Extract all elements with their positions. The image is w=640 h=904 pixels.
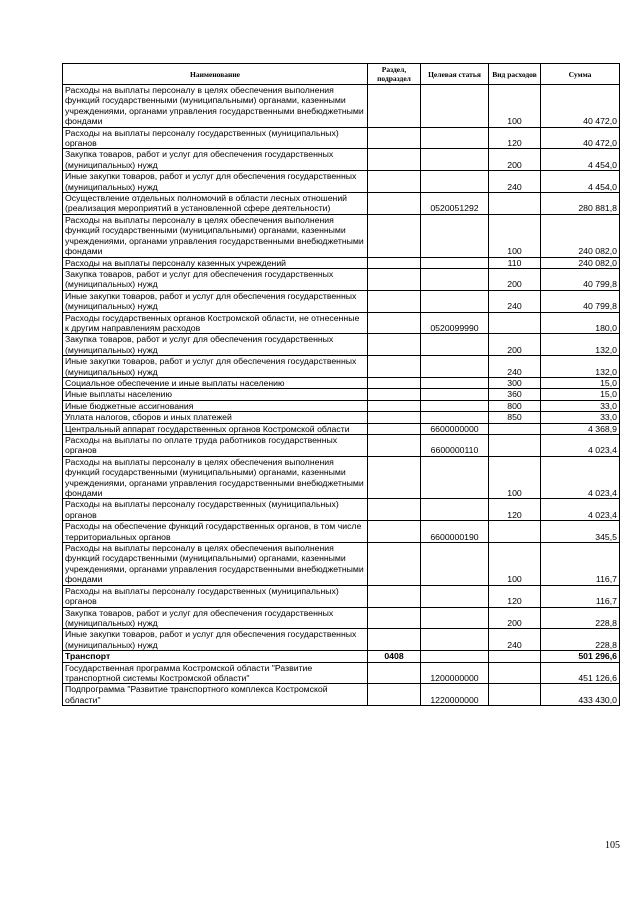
row-section-cell	[368, 400, 421, 411]
row-kind-cell: 240	[489, 629, 541, 651]
header-section: Раздел, подраздел	[368, 64, 421, 85]
row-sum-cell: 345,5	[541, 521, 620, 543]
row-kind-cell: 800	[489, 400, 541, 411]
header-name: Наименование	[63, 64, 368, 85]
table-row	[63, 651, 620, 662]
row-sum-cell: 240 082,0	[541, 214, 620, 257]
row-target-cell	[421, 607, 489, 629]
row-section-cell	[368, 521, 421, 543]
row-kind-cell	[489, 435, 541, 457]
row-section-cell	[368, 171, 421, 193]
row-name-cell: Иные бюджетные ассигнования	[63, 400, 368, 411]
row-target-cell	[421, 268, 489, 290]
row-name-cell: Расходы на выплаты персоналу казенных учреждений	[63, 257, 368, 268]
row-sum-cell: 132,0	[541, 334, 620, 356]
row-section-cell	[368, 356, 421, 378]
row-kind-cell: 120	[489, 499, 541, 521]
table-row	[63, 85, 620, 128]
table-row	[63, 662, 620, 684]
row-section-cell	[368, 543, 421, 586]
table-row	[63, 171, 620, 193]
row-section-cell	[368, 435, 421, 457]
row-name-cell: Закупка товаров, работ и услуг для обеспечения государственных (муниципальных) нужд	[63, 268, 368, 290]
row-kind-cell: 240	[489, 171, 541, 193]
row-name-cell: Центральный аппарат государственных органов Костромской области	[63, 423, 368, 434]
row-kind-cell	[489, 651, 541, 662]
table-row	[63, 389, 620, 400]
row-sum-cell: 15,0	[541, 389, 620, 400]
row-kind-cell: 360	[489, 389, 541, 400]
row-name-cell: Транспорт	[63, 651, 368, 662]
row-target-cell	[421, 585, 489, 607]
row-kind-cell	[489, 423, 541, 434]
table-row	[63, 412, 620, 423]
row-target-cell	[421, 127, 489, 149]
table-row	[63, 435, 620, 457]
row-target-cell	[421, 456, 489, 499]
row-name-cell: Закупка товаров, работ и услуг для обеспечения государственных (муниципальных) нужд	[63, 149, 368, 171]
row-kind-cell: 120	[489, 585, 541, 607]
row-kind-cell: 110	[489, 257, 541, 268]
row-target-cell	[421, 171, 489, 193]
row-sum-cell: 280 881,8	[541, 193, 620, 215]
row-sum-cell: 132,0	[541, 356, 620, 378]
row-kind-cell: 200	[489, 149, 541, 171]
row-target-cell: 1220000000	[421, 684, 489, 706]
row-kind-cell	[489, 684, 541, 706]
row-name-cell: Подпрограмма "Развитие транспортного комплекса Костромской области"	[63, 684, 368, 706]
row-target-cell: 0520051292	[421, 193, 489, 215]
table-body	[63, 85, 620, 706]
row-name-cell: Расходы на выплаты персоналу государственных (муниципальных) органов	[63, 499, 368, 521]
table-row	[63, 499, 620, 521]
row-name-cell: Расходы на выплаты персоналу в целях обеспечения выполнения функций государственными (муниципальными) органами, казенными учреждениями, органами управления государственными внебюджетными фондами	[63, 214, 368, 257]
row-kind-cell: 200	[489, 334, 541, 356]
table-row	[63, 423, 620, 434]
table-row	[63, 127, 620, 149]
row-sum-cell: 40 472,0	[541, 85, 620, 128]
row-kind-cell: 100	[489, 85, 541, 128]
row-section-cell	[368, 499, 421, 521]
row-name-cell: Расходы на выплаты персоналу государственных (муниципальных) органов	[63, 585, 368, 607]
table-row	[63, 214, 620, 257]
row-target-cell	[421, 257, 489, 268]
row-kind-cell: 200	[489, 268, 541, 290]
row-name-cell: Иные закупки товаров, работ и услуг для обеспечения государственных (муниципальных) нужд	[63, 356, 368, 378]
row-kind-cell	[489, 662, 541, 684]
row-name-cell: Осуществление отдельных полномочий в области лесных отношений (реализация мероприятий в установленной сфере деятельности)	[63, 193, 368, 215]
row-name-cell: Расходы на выплаты персоналу государственных (муниципальных) органов	[63, 127, 368, 149]
row-sum-cell: 240 082,0	[541, 257, 620, 268]
table-row	[63, 585, 620, 607]
row-section-cell	[368, 334, 421, 356]
row-sum-cell: 40 472,0	[541, 127, 620, 149]
row-target-cell: 6600000110	[421, 435, 489, 457]
row-section-cell	[368, 85, 421, 128]
row-section-cell	[368, 149, 421, 171]
row-name-cell: Иные выплаты населению	[63, 389, 368, 400]
table-row	[63, 356, 620, 378]
row-sum-cell: 116,7	[541, 585, 620, 607]
row-section-cell	[368, 193, 421, 215]
table-row	[63, 456, 620, 499]
row-target-cell	[421, 377, 489, 388]
row-target-cell	[421, 389, 489, 400]
row-section-cell	[368, 684, 421, 706]
row-name-cell: Расходы государственных органов Костромской области, не отнесенные к другим направлениям расходов	[63, 312, 368, 334]
row-sum-cell: 4 023,4	[541, 499, 620, 521]
row-section-cell	[368, 312, 421, 334]
row-name-cell: Иные закупки товаров, работ и услуг для обеспечения государственных (муниципальных) нужд	[63, 629, 368, 651]
row-sum-cell: 228,8	[541, 629, 620, 651]
table-header-row	[63, 64, 620, 85]
row-name-cell: Расходы на обеспечение функций государственных органов, в том числе территориальных органов	[63, 521, 368, 543]
row-target-cell	[421, 543, 489, 586]
row-section-cell	[368, 257, 421, 268]
row-sum-cell: 15,0	[541, 377, 620, 388]
row-target-cell	[421, 290, 489, 312]
row-kind-cell: 120	[489, 127, 541, 149]
row-sum-cell: 33,0	[541, 400, 620, 411]
row-sum-cell: 40 799,8	[541, 290, 620, 312]
row-target-cell	[421, 629, 489, 651]
row-name-cell: Иные закупки товаров, работ и услуг для обеспечения государственных (муниципальных) нужд	[63, 171, 368, 193]
row-target-cell: 1200000000	[421, 662, 489, 684]
row-target-cell	[421, 651, 489, 662]
row-target-cell	[421, 400, 489, 411]
budget-table	[62, 63, 620, 706]
row-sum-cell: 501 296,6	[541, 651, 620, 662]
row-kind-cell	[489, 312, 541, 334]
row-name-cell: Закупка товаров, работ и услуг для обеспечения государственных (муниципальных) нужд	[63, 607, 368, 629]
table-row	[63, 400, 620, 411]
table-row	[63, 684, 620, 706]
row-section-cell	[368, 412, 421, 423]
table-row	[63, 290, 620, 312]
row-section-cell	[368, 268, 421, 290]
row-kind-cell: 240	[489, 290, 541, 312]
row-kind-cell	[489, 193, 541, 215]
table-row	[63, 149, 620, 171]
table-row	[63, 257, 620, 268]
row-section-cell	[368, 127, 421, 149]
row-section-cell	[368, 389, 421, 400]
row-kind-cell: 100	[489, 456, 541, 499]
table-row	[63, 377, 620, 388]
row-section-cell	[368, 607, 421, 629]
row-name-cell: Социальное обеспечение и иные выплаты населению	[63, 377, 368, 388]
header-kind: Вид расходов	[489, 64, 541, 85]
row-kind-cell: 240	[489, 356, 541, 378]
row-sum-cell: 180,0	[541, 312, 620, 334]
row-section-cell	[368, 662, 421, 684]
row-name-cell: Уплата налогов, сборов и иных платежей	[63, 412, 368, 423]
row-section-cell	[368, 423, 421, 434]
row-sum-cell: 4 368,9	[541, 423, 620, 434]
row-kind-cell: 300	[489, 377, 541, 388]
table-row	[63, 629, 620, 651]
table-row	[63, 543, 620, 586]
page-number: 105	[605, 840, 620, 851]
table-row	[63, 521, 620, 543]
row-name-cell: Расходы на выплаты персоналу в целях обеспечения выполнения функций государственными (муниципальными) органами, казенными учреждениями, органами управления государственными внебюджетными фондами	[63, 456, 368, 499]
row-kind-cell: 200	[489, 607, 541, 629]
row-sum-cell: 4 023,4	[541, 435, 620, 457]
table-row	[63, 193, 620, 215]
row-kind-cell	[489, 521, 541, 543]
row-section-cell	[368, 214, 421, 257]
row-section-cell	[368, 629, 421, 651]
row-target-cell	[421, 356, 489, 378]
row-target-cell: 0520099990	[421, 312, 489, 334]
row-target-cell	[421, 499, 489, 521]
row-sum-cell: 116,7	[541, 543, 620, 586]
row-section-cell	[368, 585, 421, 607]
row-sum-cell: 433 430,0	[541, 684, 620, 706]
table-row	[63, 312, 620, 334]
row-target-cell	[421, 149, 489, 171]
row-kind-cell: 100	[489, 214, 541, 257]
row-section-cell	[368, 456, 421, 499]
row-name-cell: Расходы на выплаты персоналу в целях обеспечения выполнения функций государственными (муниципальными) органами, казенными учреждениями, органами управления государственными внебюджетными фондами	[63, 543, 368, 586]
row-sum-cell: 451 126,6	[541, 662, 620, 684]
table-row	[63, 607, 620, 629]
row-target-cell	[421, 85, 489, 128]
row-target-cell	[421, 214, 489, 257]
header-target: Целевая статья	[421, 64, 489, 85]
row-sum-cell: 33,0	[541, 412, 620, 423]
row-sum-cell: 4 023,4	[541, 456, 620, 499]
row-name-cell: Иные закупки товаров, работ и услуг для обеспечения государственных (муниципальных) нужд	[63, 290, 368, 312]
row-section-cell: 0408	[368, 651, 421, 662]
row-section-cell	[368, 377, 421, 388]
row-section-cell	[368, 290, 421, 312]
row-name-cell: Государственная программа Костромской области "Развитие транспортной системы Костромской области"	[63, 662, 368, 684]
row-target-cell	[421, 412, 489, 423]
row-name-cell: Закупка товаров, работ и услуг для обеспечения государственных (муниципальных) нужд	[63, 334, 368, 356]
row-sum-cell: 228,8	[541, 607, 620, 629]
row-target-cell: 6600000190	[421, 521, 489, 543]
row-name-cell: Расходы на выплаты персоналу в целях обеспечения выполнения функций государственными (муниципальными) органами, казенными учреждениями, органами управления государственными внебюджетными фондами	[63, 85, 368, 128]
row-sum-cell: 4 454,0	[541, 149, 620, 171]
table-row	[63, 268, 620, 290]
table-row	[63, 334, 620, 356]
row-target-cell: 6600000000	[421, 423, 489, 434]
row-kind-cell: 850	[489, 412, 541, 423]
row-name-cell: Расходы на выплаты по оплате труда работников государственных органов	[63, 435, 368, 457]
header-sum: Сумма	[541, 64, 620, 85]
row-sum-cell: 4 454,0	[541, 171, 620, 193]
row-sum-cell: 40 799,8	[541, 268, 620, 290]
row-target-cell	[421, 334, 489, 356]
row-kind-cell: 100	[489, 543, 541, 586]
